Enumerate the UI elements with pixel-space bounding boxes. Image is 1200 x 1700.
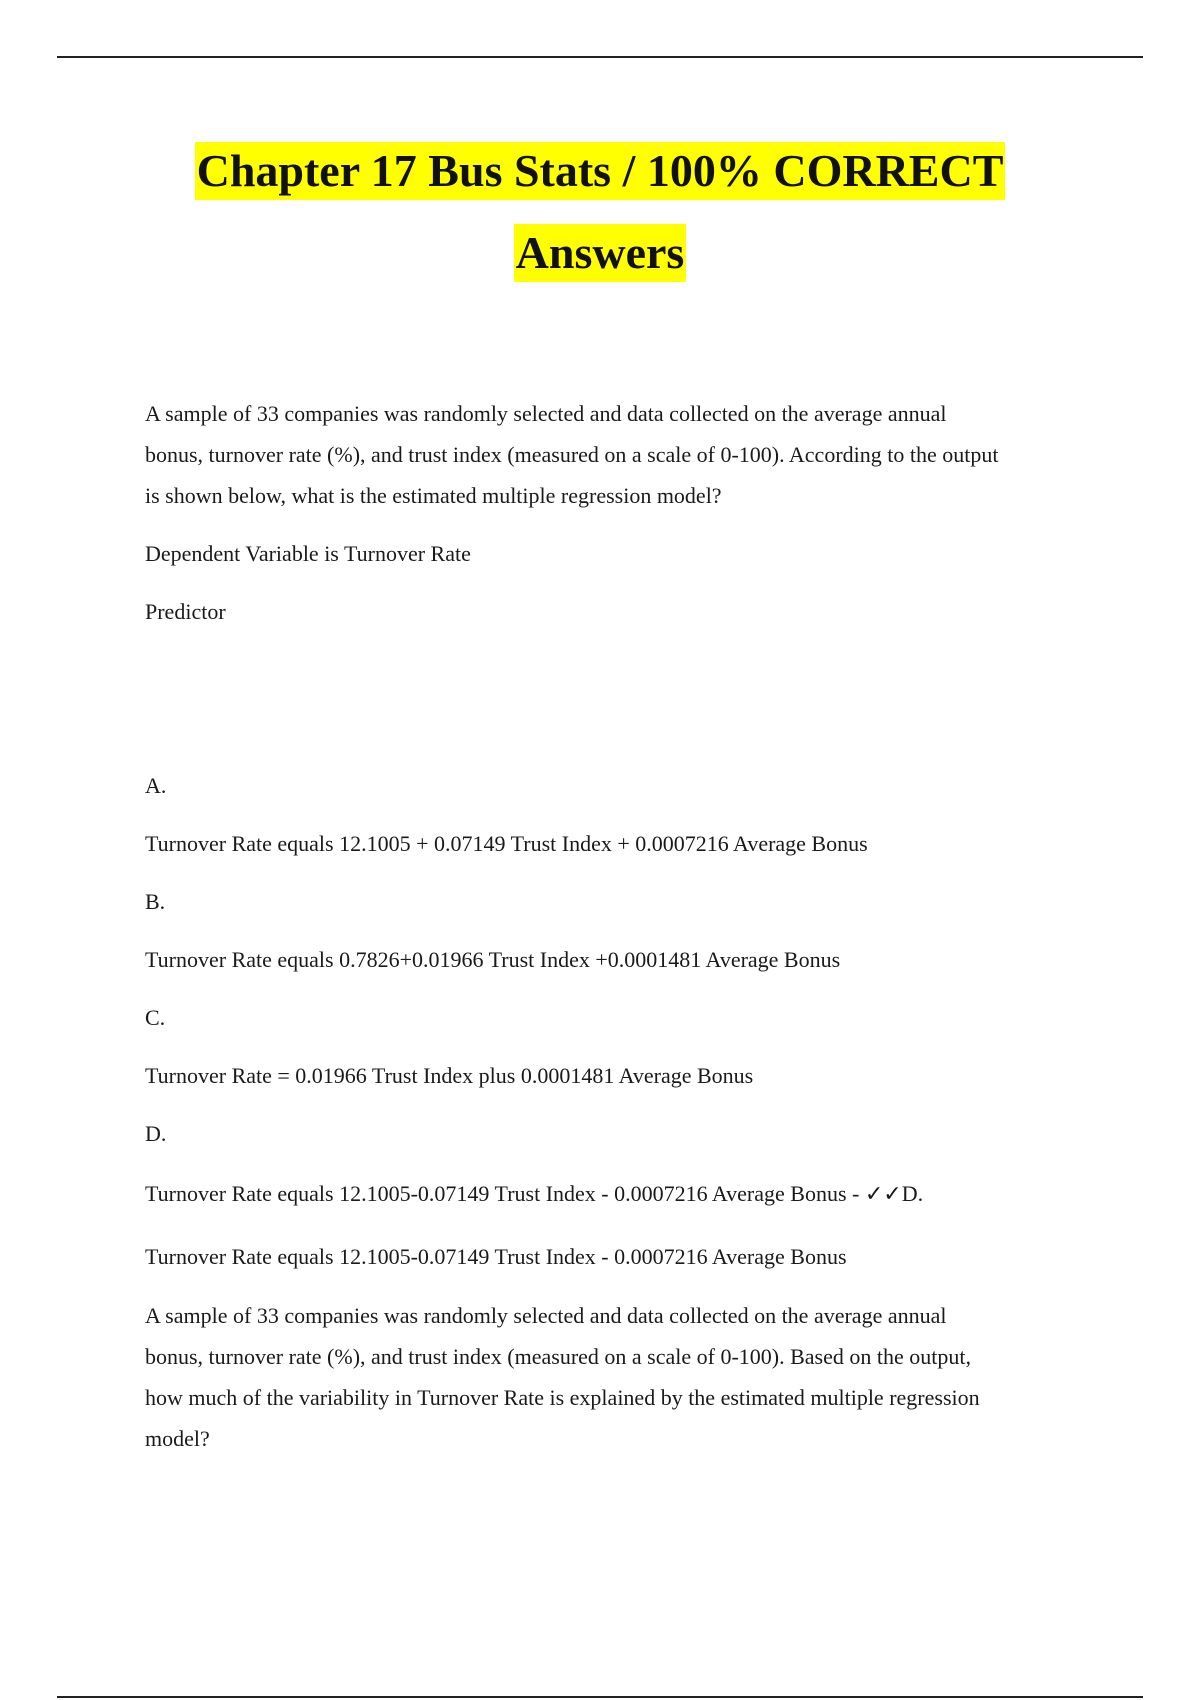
q1-dependent-variable: Dependent Variable is Turnover Rate — [145, 541, 471, 566]
q1-stem-line-1: A sample of 33 companies was randomly selected and data collected on the average annual — [145, 401, 947, 426]
footer-rule — [57, 1696, 1143, 1698]
q1-stem-line-3: is shown below, what is the estimated multiple regression model? — [145, 483, 722, 508]
option-c-text: Turnover Rate = 0.01966 Trust Index plus 0.0001481 Average Bonus — [145, 1063, 754, 1088]
header-rule — [57, 56, 1143, 58]
option-c-letter: C. — [145, 1005, 166, 1030]
document-title — [57, 142, 1143, 306]
q2-stem-line-4: model? — [145, 1426, 210, 1451]
q2-stem-line-3: how much of the variability in Turnover Rate is explained by the estimated multiple regression — [145, 1385, 980, 1410]
option-a-text: Turnover Rate equals 12.1005 + 0.07149 Trust Index + 0.0007216 Average Bonus — [145, 831, 868, 856]
q2-stem-line-2: bonus, turnover rate (%), and trust index (measured on a scale of 0-100). Based on the output, — [145, 1344, 971, 1369]
option-d-text: Turnover Rate equals 12.1005-0.07149 Trust Index - 0.0007216 Average Bonus - ✓✓D. — [145, 1181, 924, 1206]
title-line-1: Chapter 17 Bus Stats / 100% CORRECT — [195, 142, 1006, 200]
q1-stem-line-2: bonus, turnover rate (%), and trust index (measured on a scale of 0-100). According to the output — [145, 442, 999, 467]
option-a-letter: A. — [145, 773, 167, 798]
q2-stem-line-1: A sample of 33 companies was randomly selected and data collected on the average annual — [145, 1303, 947, 1328]
option-d-letter: D. — [145, 1121, 167, 1146]
option-b-letter: B. — [145, 889, 166, 914]
q1-predictor-label: Predictor — [145, 599, 226, 624]
q1-answer: Turnover Rate equals 12.1005-0.07149 Trust Index - 0.0007216 Average Bonus — [145, 1244, 847, 1269]
option-b-text: Turnover Rate equals 0.7826+0.01966 Trust Index +0.0001481 Average Bonus — [145, 947, 841, 972]
title-line-2: Answers — [514, 224, 687, 282]
